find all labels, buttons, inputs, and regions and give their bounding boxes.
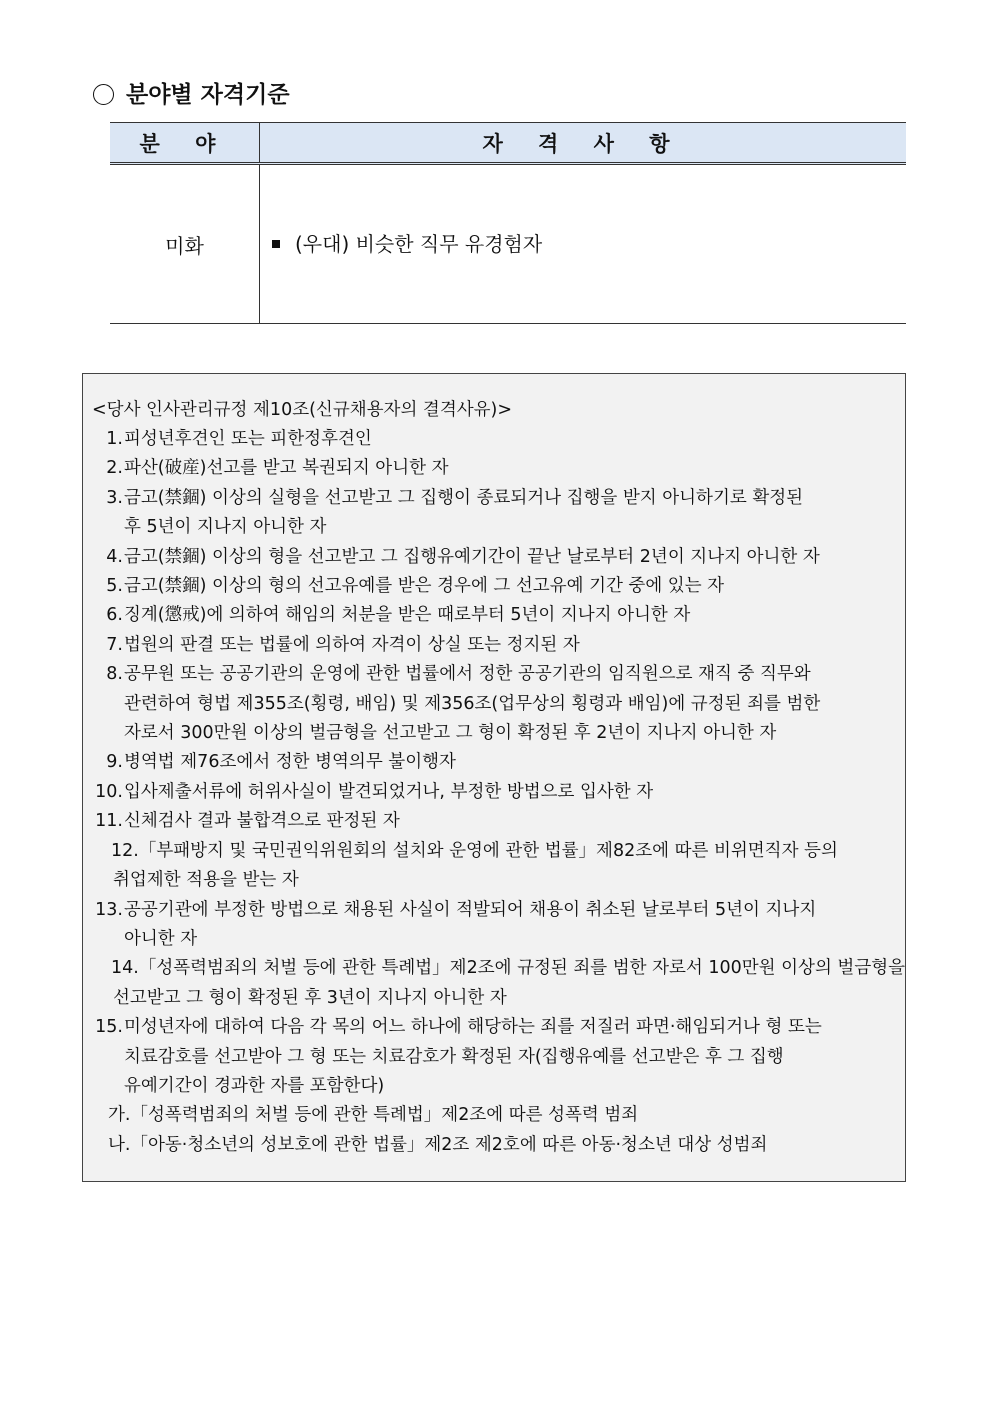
list-item-number: 13. [95,899,123,920]
list-item-number: 4. [106,546,123,567]
list-item-text: 취업제한 적용을 받는 자 [113,870,299,891]
list-item-text: 아니한 자 [124,928,198,949]
list-item [83,631,903,660]
list-item-text: 공무원 또는 공공기관의 운영에 관한 법률에서 정한 공공기관의 임직원으로 재직 중 직무와 [124,664,811,685]
list-item-number: 6. [106,605,123,626]
list-item-text: 선고받고 그 형이 확정된 후 3년이 지나지 아니한 자 [113,987,507,1008]
list-item-text: 유예기간이 경과한 자를 포함한다) [124,1075,385,1096]
list-item [83,454,903,483]
list-item-number: 15. [95,1017,123,1038]
list-item-number: 8. [106,664,123,685]
list-item [83,1013,903,1101]
list-item [83,425,903,454]
list-item-text: 자로서 300만원 이상의 벌금형을 선고받고 그 형이 확정된 후 2년이 지나지 아니한 자 [124,723,777,744]
disqualification-box [82,373,906,1182]
list-item-number: 12. [111,840,139,861]
list-item-number: 10. [95,781,123,802]
header-requirements: 자 격 사 항 [260,123,907,164]
square-bullet-icon [272,240,280,248]
list-item-text: 후 5년이 지나지 아니한 자 [124,517,327,538]
list-item-number: 3. [106,487,123,508]
list-item-text: 금고(禁錮) 이상의 형을 선고받고 그 집행유예기간이 끝난 날로부터 2년이 지나지 아니한 자 [124,546,820,567]
requirement-cell [260,164,907,324]
table-header-row [110,123,906,164]
list-item [83,778,903,807]
list-item [83,572,903,601]
list-item-text: 징계(懲戒)에 의하여 해임의 처분을 받은 때로부터 5년이 지나지 아니한 자 [124,605,691,626]
list-item-number: 11. [95,811,123,832]
list-item-number: 5. [106,576,123,597]
list-item-text: 관련하여 형법 제355조(횡령, 배임) 및 제356조(업무상의 횡령과 배임)에 규정된 죄를 범한 [124,693,821,714]
list-item-text: 신체검사 결과 불합격으로 판정된 자 [124,811,400,832]
list-item-text: 금고(禁錮) 이상의 실형을 선고받고 그 집행이 종료되거나 집행을 받지 아니하기로 확정된 [124,487,804,508]
list-item-number: 9. [106,752,123,773]
list-item-text: 피성년후견인 또는 피한정후견인 [124,429,372,449]
list-item-number: 1. [106,429,123,449]
list-item-text: 치료감호를 선고받아 그 형 또는 치료감호가 확정된 자(집행유예를 선고받은 후 그 집행 [124,1046,784,1067]
section-title-text: 분야별 자격기준 [126,81,290,108]
list-item-number: 7. [106,634,123,655]
list-item [83,807,903,836]
list-item [83,601,903,630]
list-item-text: 금고(禁錮) 이상의 형의 선고유예를 받은 경우에 그 선고유예 기간 중에 있는 자 [124,576,725,597]
list-item-text: 파산(破産)선고를 받고 복권되지 아니한 자 [124,458,449,479]
table-row [110,164,906,324]
list-item-text: 법원의 판결 또는 법률에 의하여 자격이 상실 또는 정지된 자 [124,634,580,655]
list-item-number: 14. [111,958,139,979]
list-item-text: 미성년자에 대하여 다음 각 목의 어느 하나에 해당하는 죄를 저질러 파면·해임되거나 형 또는 [124,1017,822,1038]
requirement-text: (우대) 비슷한 직무 유경험자 [295,232,543,256]
circle-icon [93,84,114,105]
disqualification-heading: <당사 인사관리규정 제10조(신규채용자의 결격사유)> [92,400,513,420]
list-item-text: 공공기관에 부정한 방법으로 채용된 사실이 적발되어 채용이 취소된 날로부터 5년이 지나지 [124,899,817,920]
qualification-table [110,122,906,324]
header-field: 분 야 [110,123,260,164]
list-item-number: 2. [106,458,123,479]
sub-list-item: 나.「아동·청소년의 성보호에 관한 법률」제2조 제2호에 따른 아동·청소년 대상 성범죄 [108,1134,768,1155]
list-item-text: 입사제출서류에 허위사실이 발견되었거나, 부정한 방법으로 입사한 자 [124,781,654,802]
list-item-text: 14.「성폭력범죄의 처벌 등에 관한 특례법」제2조에 규정된 죄를 범한 자로서 100만원 이상의 벌금형을 [111,958,906,979]
list-item-text: 12.「부패방지 및 국민권익위원회의 설치와 운영에 관한 법률」제82조에 따른 비위면직자 등의 [111,840,838,861]
list-item [83,748,903,777]
list-item-text: 병역법 제76조에서 정한 병역의무 불이행자 [124,752,456,773]
list-item [83,660,903,748]
list-item [83,896,903,955]
field-cell: 미화 [110,164,260,324]
list-item [83,484,903,543]
sub-list-item: 가.「성폭력범죄의 처벌 등에 관한 특례법」제2조에 따른 성폭력 범죄 [108,1105,639,1126]
list-item [83,954,906,1013]
list-item [83,543,903,572]
disqualification-list [83,425,906,1160]
section-title [93,78,290,112]
list-item [83,837,903,896]
